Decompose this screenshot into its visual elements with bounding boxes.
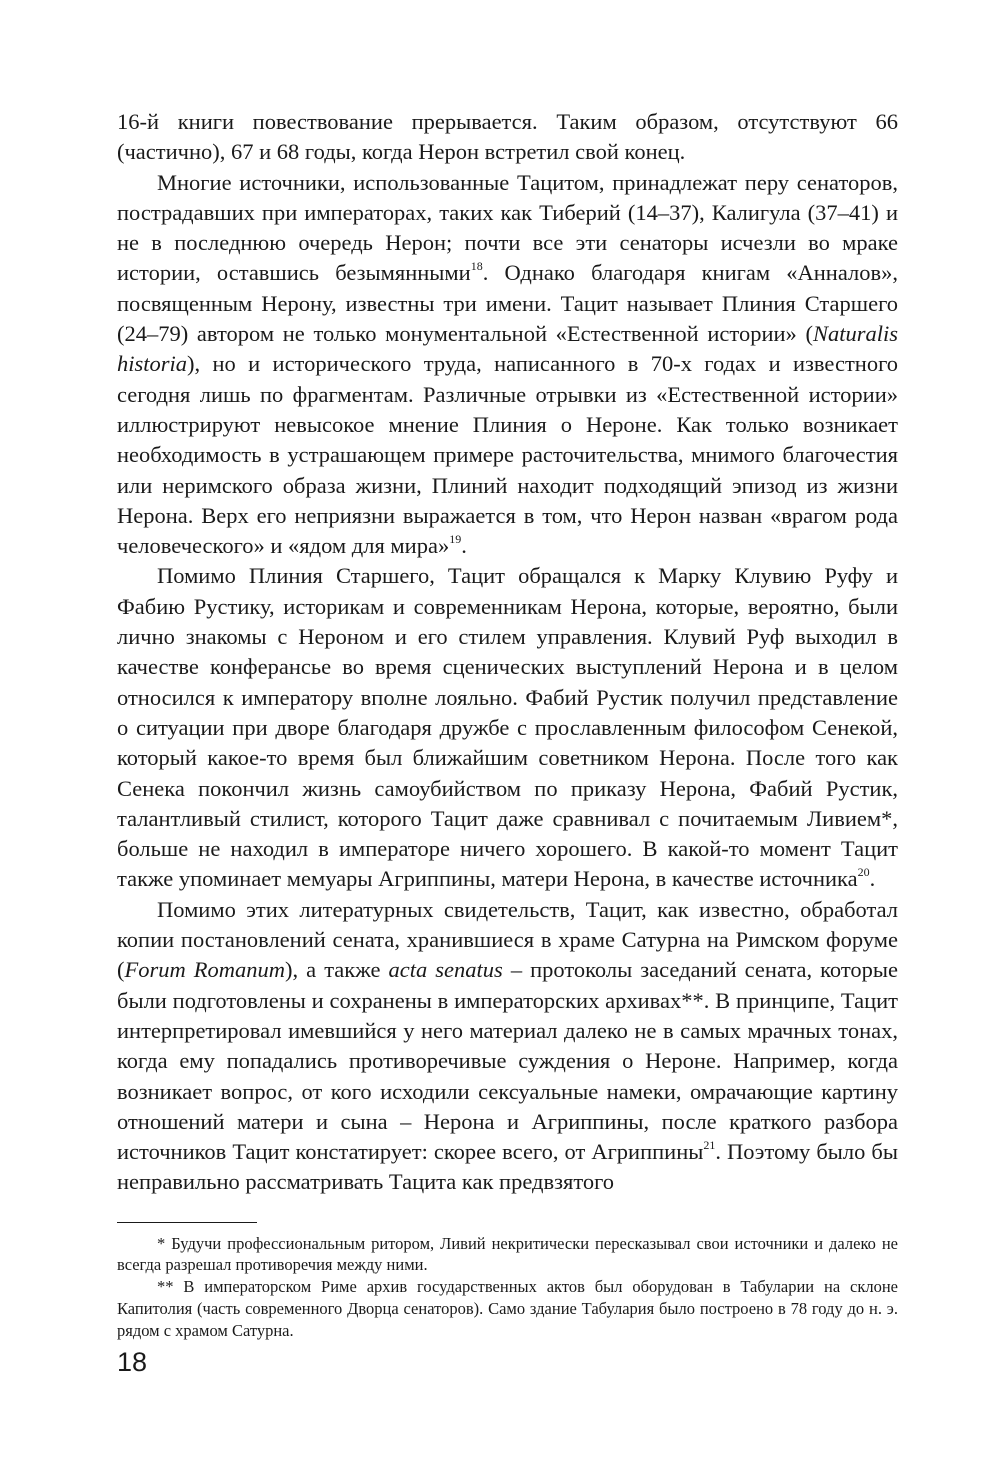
paragraph-1 (117, 107, 898, 168)
endnote-ref: 21 (703, 1137, 716, 1152)
footnote-divider (117, 1222, 257, 1223)
paragraph-text: 16-й книги повествование прерывается. Таким образом, отсутствуют 66 (частично), 67 и 68 годы, когда Нерон встретил свой конец. (117, 109, 898, 165)
paragraph-2 (117, 168, 898, 562)
page (117, 107, 898, 1341)
endnote-ref: 20 (857, 864, 870, 879)
endnote-ref: 18 (470, 258, 483, 273)
paragraph-text: Многие источники, использованные Тацитом, принадлежат перу сенаторов, пострадавших при императорах, таких как Тиберий (14–37), Калигула (37–41) и не в последнюю очередь Нерон; почти все эти сенаторы исчезли во мраке истории, оставшись безымянными (117, 169, 898, 286)
paragraph-text: Помимо этих литературных свидетельств, Тацит, как известно, обработал копии постановлений сената, хранившиеся в храме Сатурна на Римском форуме ( (117, 896, 898, 983)
paragraph-text: ), а также (285, 957, 389, 983)
paragraph-text: – протоколы заседаний сената, которые были подготовлены и сохранены в императорских архивах**. В принципе, Тацит интерпретировал имевшийся у него материал далеко не в самых мрачных тонах, когда ему попадались противоречивые суждения о Нероне. Например, когда возникает вопрос, от кого исходили сексуальные намеки, омрачающие картину отношений матери и сына – Нерона и Агриппины, после краткого разбора источников Тацит констатирует: скорее всего, от Агриппины (117, 957, 898, 1165)
paragraph-text: ), но и исторического труда, написанного в 70-х годах и известного сегодня лишь по фрагментам. Различные отрывки из «Естественной истории» иллюстрируют невысокое мнение Плиния о Нероне. Как только возникает необходимость в устрашающем примере расточительства, мнимого благочестия или неримского образа жизни, Плиний находит подходящий эпизод из жизни Нерона. Верх его неприязни выражается в том, что Нерон назван «врагом рода человеческого» и «ядом для мира» (117, 351, 898, 559)
paragraph-text: . (869, 866, 876, 892)
italic-term: Naturalis historia (117, 321, 898, 377)
paragraph-text: . (461, 533, 467, 559)
italic-term: Forum Romanum (124, 957, 286, 983)
footnote-2: ** В императорском Риме архив государственных актов был оборудован в Табуларии на склоне Капитолия (часть современного Дворца сенаторов). Само здание Табулария было построено в 78 году до н. э. рядом с храмом Сатурна. (117, 1277, 898, 1340)
paragraph-3 (117, 561, 898, 894)
endnote-ref: 19 (449, 531, 462, 546)
footnotes (117, 1233, 898, 1342)
italic-term: acta senatus (388, 957, 503, 983)
page-number: 18 (117, 1347, 148, 1377)
paragraph-text: Помимо Плиния Старшего, Тацит обращался к Марку Клувию Руфу и Фабию Рустику, историкам и современникам Нерона, которые, вероятно, были лично знакомы с Нероном и его стилем управления. Клувий Руф выходил в качестве конферансье во время сценических выступлений Нерона и в целом относился к императору вполне лояльно. Фабий Рустик получил представление о ситуации при дворе благодаря дружбе с прославленным философом Сенекой, который какое-то время был ближайшим советником Нерона. После того как Сенека покончил жизнь самоубийством по приказу Нерона, Фабий Рустик, талантливый стилист, которого Тацит даже сравнивал с почитаемым Ливием*, больше не находил в императоре ничего хорошего. В какой-то момент Тацит также упоминает мемуары Агриппины, матери Нерона, в качестве источника (117, 563, 898, 892)
body-text (117, 107, 898, 1198)
paragraph-text: . Поэтому было бы неправильно рассматривать Тацита как предвзятого (117, 1139, 898, 1195)
paragraph-text: . Однако благодаря книгам «Анналов», посвященным Нерону, известны три имени. Тацит называет Плиния Старшего (24–79) автором не только монументальной «Естественной истории» ( (117, 260, 898, 347)
footnote-1: * Будучи профессиональным ритором, Ливий некритически пересказывал свои источники и далеко не всегда разрешал противоречия между ними. (117, 1233, 898, 1275)
paragraph-4 (117, 895, 898, 1198)
